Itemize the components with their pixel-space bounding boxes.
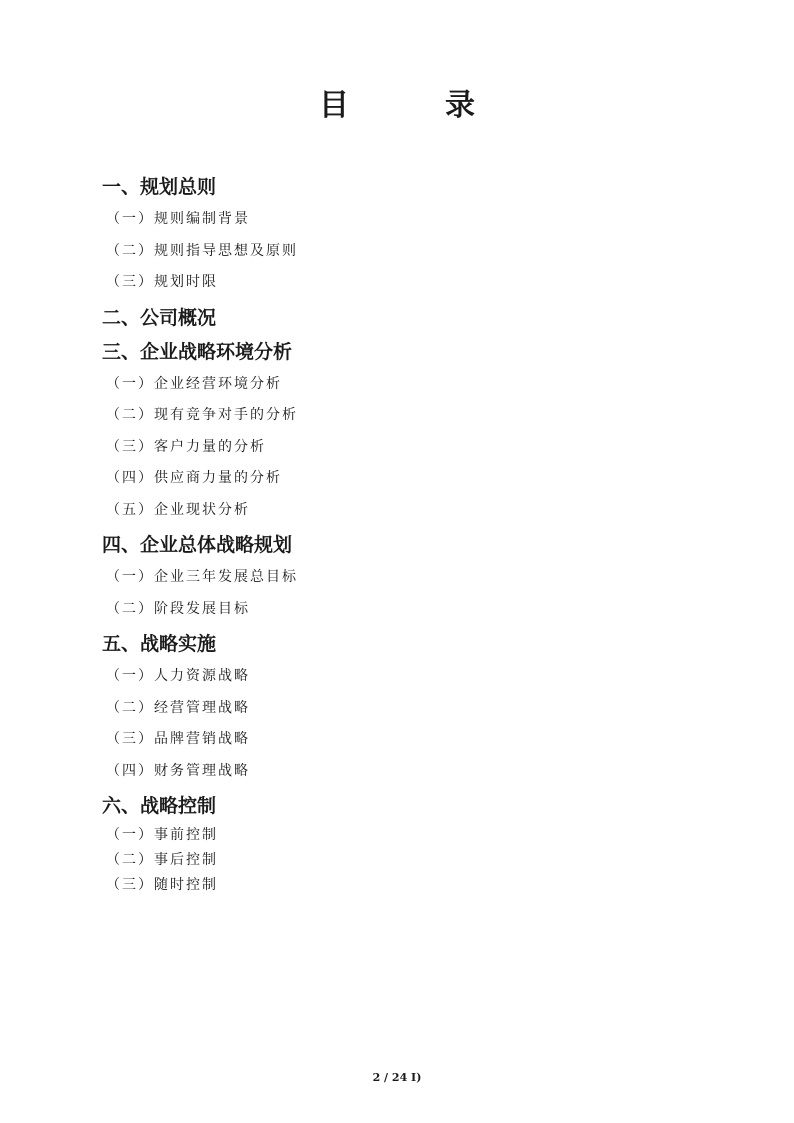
toc-item[interactable]: （一）企业经营环境分析 bbox=[106, 375, 282, 392]
toc-item[interactable]: （三）客户力量的分析 bbox=[106, 438, 266, 455]
toc-item[interactable]: （一）规则编制背景 bbox=[106, 211, 250, 227]
toc-item[interactable]: （二）现有竞争对手的分析 bbox=[106, 407, 298, 423]
table-of-contents bbox=[102, 168, 702, 898]
page-number: 2 / 24 I) bbox=[372, 1071, 422, 1084]
toc-section-4[interactable]: 四、企业总体战略规划 bbox=[102, 534, 293, 556]
title-char-1: 目 bbox=[319, 88, 349, 123]
toc-item[interactable]: （五）企业现状分析 bbox=[106, 501, 250, 518]
title-char-2: 录 bbox=[445, 88, 475, 123]
toc-item[interactable]: （一）事前控制 bbox=[106, 827, 218, 843]
toc-item[interactable]: （三）品牌营销战略 bbox=[106, 731, 250, 747]
toc-item[interactable]: （二）经营管理战略 bbox=[106, 699, 250, 716]
toc-item[interactable]: （二）阶段发展目标 bbox=[106, 600, 250, 617]
toc-item[interactable]: （一）人力资源战略 bbox=[106, 668, 250, 684]
toc-item[interactable]: （一）企业三年发展总目标 bbox=[106, 569, 298, 585]
toc-item[interactable]: （二）事后控制 bbox=[106, 852, 218, 868]
toc-item[interactable]: （四）财务管理战略 bbox=[106, 762, 250, 779]
toc-section-3[interactable]: 三、企业战略环境分析 bbox=[102, 340, 293, 363]
toc-item[interactable]: （二）规则指导思想及原则 bbox=[106, 242, 298, 259]
toc-section-6[interactable]: 六、战略控制 bbox=[102, 795, 217, 817]
toc-section-1[interactable]: 一、规划总则 bbox=[102, 176, 217, 198]
toc-section-5[interactable]: 五、战略实施 bbox=[102, 633, 217, 655]
page-title bbox=[0, 80, 794, 124]
toc-section-2[interactable]: 二、公司概况 bbox=[102, 306, 217, 329]
toc-item[interactable]: （三）随时控制 bbox=[106, 877, 218, 893]
toc-item[interactable]: （三）规划时限 bbox=[106, 274, 218, 290]
toc-item[interactable]: （四）供应商力量的分析 bbox=[106, 470, 282, 486]
